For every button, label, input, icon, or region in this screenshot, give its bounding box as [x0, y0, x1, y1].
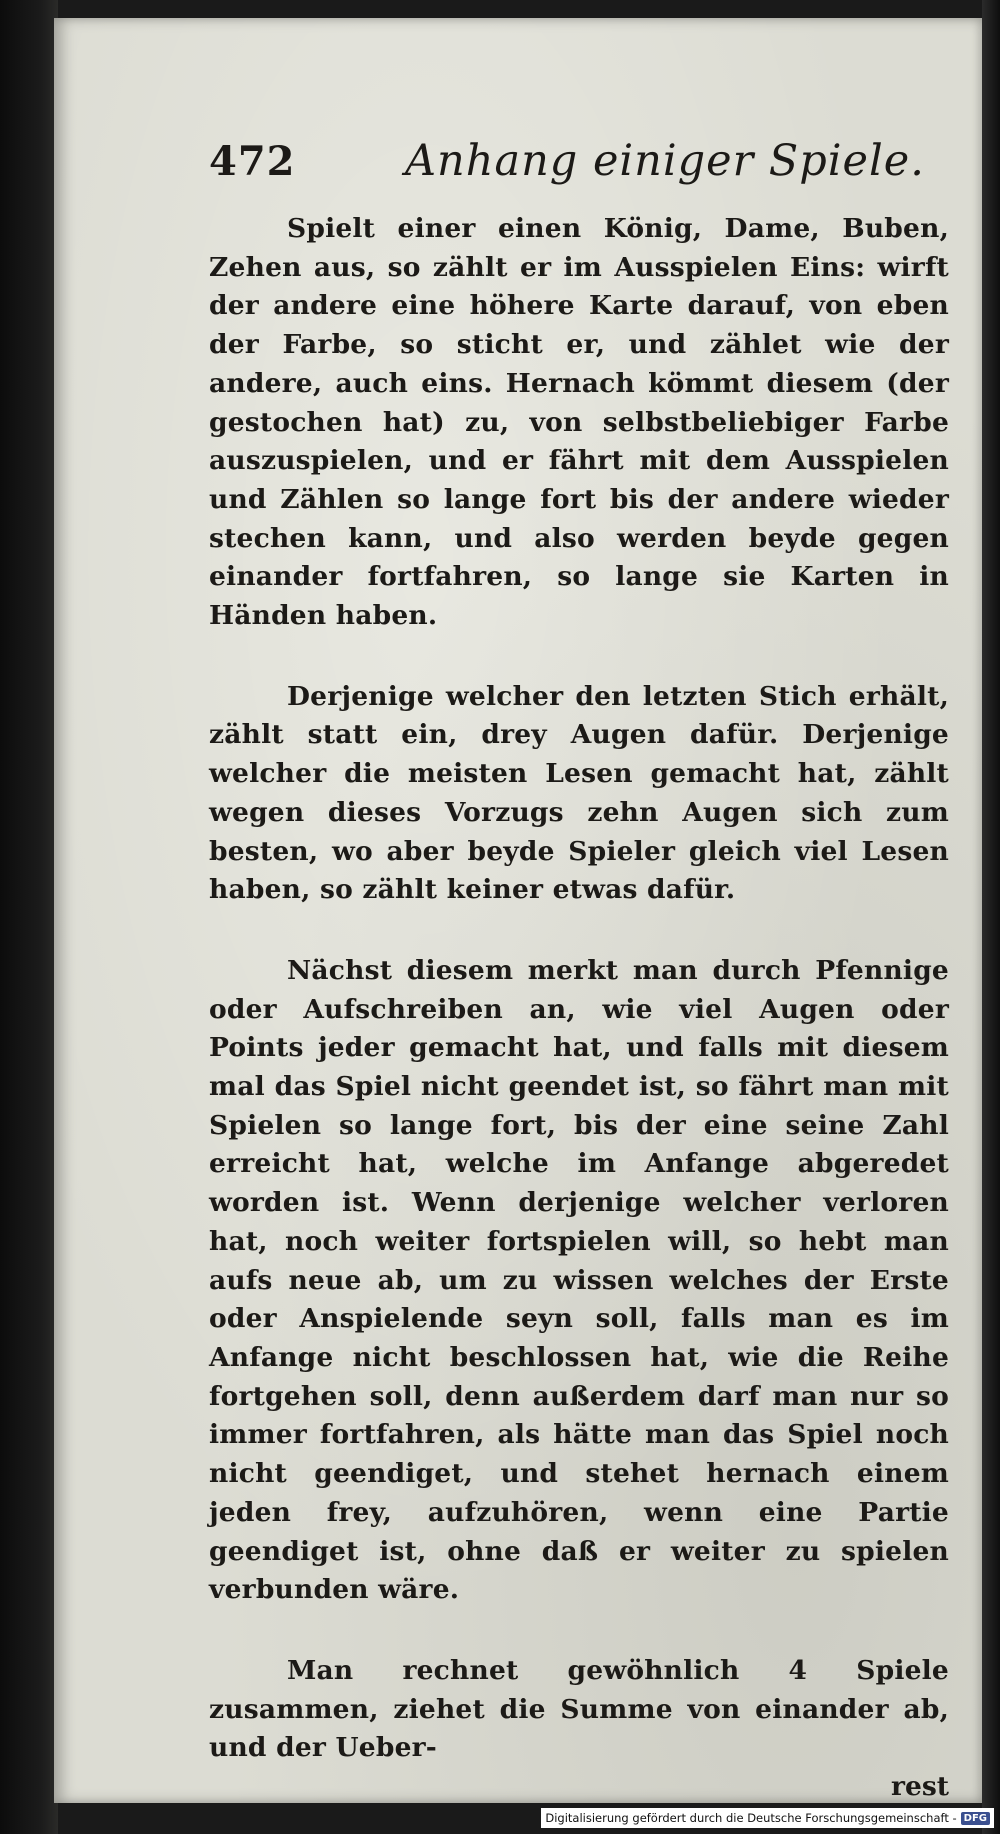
scan-edge — [982, 0, 1000, 1834]
page-content — [209, 130, 949, 1806]
paragraph-1: Spielt einer einen König, Dame, Buben, Zehen aus, so zählt er im Ausspielen Eins: wirft der andere eine höhere Karte darauf, von eben der Farbe, so sticht er, und zählet wie der andere, auch eins. Hernach kömmt diesem (der gestochen hat) zu, von selbstbeliebiger Farbe auszuspielen, und er fährt mit dem Ausspielen und Zählen so lange fort bis der andere wieder stechen kann, und also werden beyde gegen einander fortfahren, so lange sie Karten in Händen haben. — [209, 213, 949, 632]
page-header — [209, 130, 949, 200]
paragraph-4: Man rechnet gewöhnlich 4 Spiele zusammen, ziehet die Summe von einander ab, und der Ueber- — [209, 1654, 949, 1764]
page-number: 472 — [209, 138, 296, 185]
catchword: rest — [891, 1771, 949, 1803]
running-title: Anhang einiger Spiele. — [405, 136, 925, 186]
book-page — [54, 18, 982, 1803]
digitization-credit: Digitalisierung gefördert durch die Deutsche Forschungsgemeinschaft - — [545, 1811, 957, 1825]
dfg-logo-icon: DFG — [961, 1812, 990, 1825]
digitization-footer — [541, 1808, 994, 1828]
paragraph-2: Derjenige welcher den letzten Stich erhält, zählt statt ein, drey Augen dafür. Derjenige welcher die meisten Lesen gemacht hat, zählt wegen dieses Vorzugs zehn Augen sich zum besten, wo aber beyde Spieler gleich viel Lesen haben, so zählt keiner etwas dafür. — [209, 680, 949, 906]
paragraph-3: Nächst diesem merkt man durch Pfennige oder Aufschreiben an, wie viel Augen oder Points jeder gemacht hat, und falls mit diesem mal das Spiel nicht geendet ist, so fährt man mit Spielen so lange fort, bis der eine seine Zahl erreicht hat, welche im Anfange abgeredet worden ist. Wenn derjenige welcher verloren hat, noch weiter fortspielen will, so hebt man aufs neue ab, um zu wissen welches der Erste oder Anspielende seyn soll, falls man es im Anfange nicht beschlossen hat, wie die Reihe fortgehen soll, denn außerdem darf man nur so immer fortfahren, als hätte man das Spiel noch nicht geendiget, und stehet hernach einem jeden frey, aufzuhören, wenn eine Partie geendiget ist, ohne daß er weiter zu spielen verbunden wäre. — [209, 954, 949, 1606]
book-spine — [0, 0, 58, 1834]
